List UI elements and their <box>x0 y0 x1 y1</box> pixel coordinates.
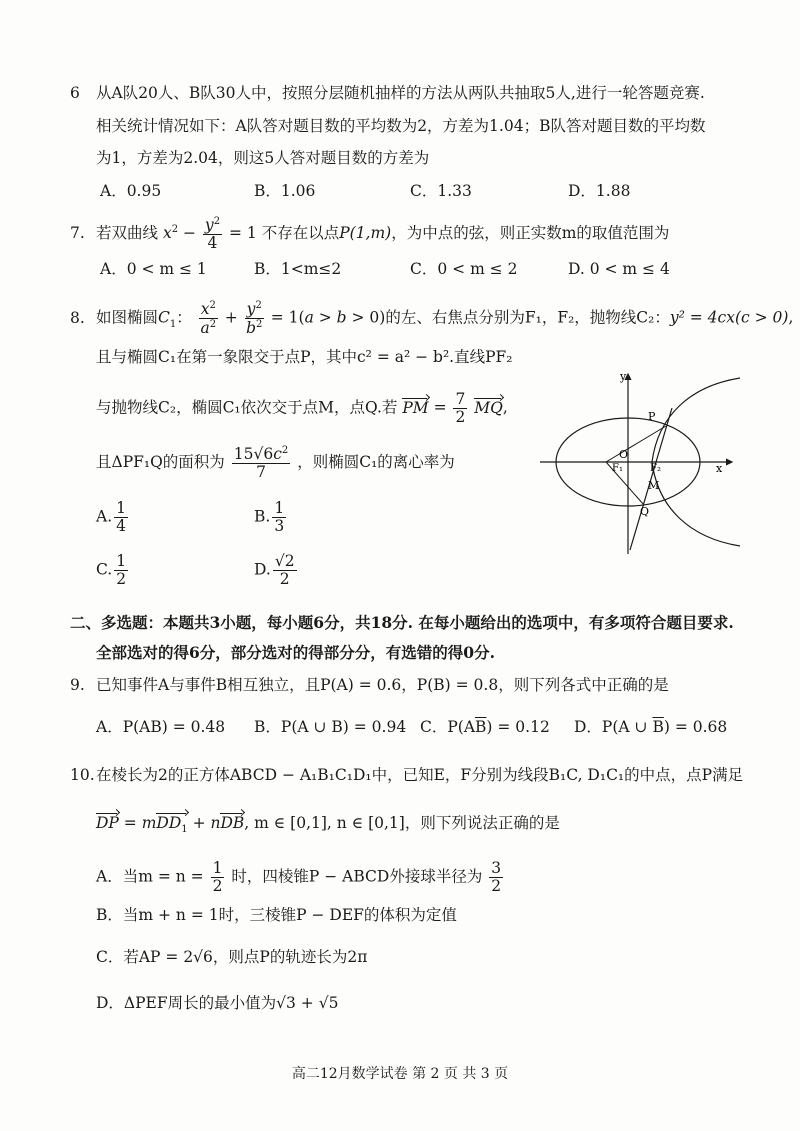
q6-line-3: 为1，方差为2.04，则这5人答对题目数的方差为 <box>96 149 430 167</box>
point-m-label: M <box>648 479 660 492</box>
f1-label: F₁ <box>612 463 623 474</box>
q10-option-b: B．当m + n = 1时，三棱锥P − DEF的体积为定值 <box>96 906 457 924</box>
point-q-label: Q <box>640 505 650 518</box>
q8-option-d: D. $\frac{√2}{2}$ <box>254 552 295 589</box>
q8-line-1: 8. 如图椭圆$C_1$： $\frac{x^2}{a^2}$ + $\frac{y^2}{b^2}$ = 1(a > b > 0)的左、右焦点分别为F₁，F₂，抛物线C₂：y² = 4cx(c > 0), <box>70 300 794 338</box>
f2-label: F₂ <box>650 463 661 474</box>
q10-option-d: D．ΔPEF周长的最小值为√3 + √5 <box>96 994 339 1012</box>
q6-line-2: 相关统计情况如下：A队答对题目数的平均数为2，方差为1.04；B队答对题目数的平均数 <box>96 117 706 135</box>
q10-number: 10. <box>70 766 95 784</box>
section2-line-1: 二、多选题：本题共3小题，每小题6分，共18分. 在每小题给出的选项中，有多项符合题目要求. <box>70 613 734 632</box>
q10-option-a: A．当m = n = $\frac{1}{2}$ 时，四棱锥P − ABCD外接球半径为 $\frac{3}{2}$ <box>96 859 502 896</box>
q9-option-b: B．P(A ∪ B) = 0.94 <box>254 718 407 736</box>
y-label: y <box>620 370 627 383</box>
q6-option-a: A．0.95 <box>100 182 162 200</box>
q8-line-2: 且与椭圆C₁在第一象限交于点P，其中c² = a² − b².直线PF₂ <box>96 348 513 366</box>
q7-option-d: D. 0 < m ≤ 4 <box>568 260 670 278</box>
q7-option-a: A．0 < m ≤ 1 <box>100 260 207 278</box>
q7-number: 7. <box>70 224 85 243</box>
q9-option-a: A．P(AB) = 0.48 <box>96 718 226 736</box>
ellipse-parabola-figure <box>540 368 740 556</box>
q6-option-d: D．1.88 <box>568 182 631 200</box>
q6-line-1: 6 从A队20人、B队30人中，按照分层随机抽样的方法从两队共抽取5人,进行一轮答题竞赛. <box>70 84 705 102</box>
q8-number: 8. <box>70 308 85 327</box>
origin-label: O <box>619 448 629 461</box>
q6-number: 6 <box>70 84 80 102</box>
x-label: x <box>716 462 723 475</box>
q9-number: 9. <box>70 676 85 694</box>
q6-option-c: C．1.33 <box>410 182 472 200</box>
q8-line-4: 且ΔPF₁Q的面积为 $\frac{15√6c^2}{7}$ ，则椭圆C₁的离心率为 <box>96 445 455 482</box>
section2-line-2: 全部选对的得6分，部分选对的得部分分，有选错的得0分. <box>96 643 495 662</box>
q10-line-1: 10.在棱长为2的正方体ABCD − A₁B₁C₁D₁中，已知E，F分别为线段B₁C, D₁C₁的中点，点P满足 <box>70 766 744 784</box>
q8-line-3: 与抛物线C₂，椭圆C₁依次交于点M，点Q.若 PM = $\frac{7}{2}$ MQ, <box>96 390 508 427</box>
q8-option-c: C. $\frac{1}{2}$ <box>96 552 127 589</box>
q8-option-b: B. $\frac{1}{3}$ <box>254 499 285 536</box>
q7-line-1: 7. 若双曲线 $x^2$ − $\frac{y^2}{4}$ = 1 不存在以点P(1,m)，为中点的弦，则正实数m的取值范围为 <box>70 216 670 253</box>
q9-line-1: 9. 已知事件A与事件B相互独立，且P(A) = 0.6，P(B) = 0.8，则下列各式中正确的是 <box>70 676 669 694</box>
q7-option-c: C．0 < m ≤ 2 <box>410 260 518 278</box>
q8-option-a: A. $\frac{1}{4}$ <box>96 499 126 536</box>
q10-option-c: C．若AP = 2√6，则点P的轨迹长为2π <box>96 948 368 966</box>
q6-option-b: B．1.06 <box>254 182 316 200</box>
q7-option-b: B．1<m≤2 <box>254 260 342 278</box>
q9-option-c: C．$P(A\overline{B}) = 0.12$ <box>420 718 550 736</box>
q10-line-2: DP = mDD$_1$ + nDB, m ∈ [0,1], n ∈ [0,1]，则下列说法正确的是 <box>96 812 560 841</box>
q7-fraction: $\frac{y^2}{4}$ <box>204 216 221 253</box>
page-footer: 高二12月数学试卷 第 2 页 共 3 页 <box>291 1066 509 1082</box>
point-p-label: P <box>648 410 656 423</box>
q9-option-d: D．P(A ∪ $\overline{B}) = 0.68$ <box>574 718 728 736</box>
